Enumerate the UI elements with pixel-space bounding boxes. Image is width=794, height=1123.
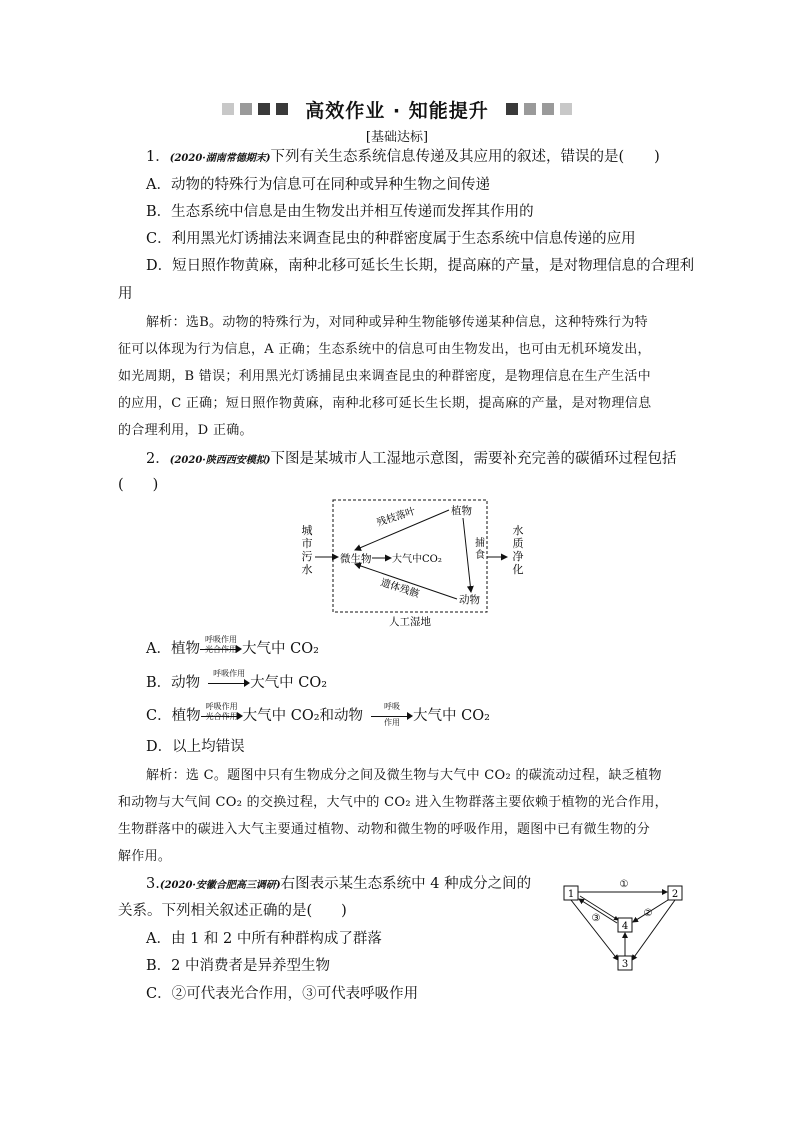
q3-stem bbox=[146, 874, 531, 896]
q2-c-prefix: C．植物 bbox=[146, 708, 201, 724]
plant-node: 植物 bbox=[451, 505, 472, 517]
decor-square bbox=[542, 103, 554, 115]
q1-option-c: C．利用黑光灯诱捕法来调查昆虫的种群密度属于生态系统中信息传递的应用 bbox=[146, 231, 636, 247]
city-sewage-label: 污 bbox=[301, 550, 313, 563]
arrow-bottom-label: 光合作用 bbox=[204, 645, 237, 654]
arrow-label-1: ① bbox=[619, 879, 629, 890]
arrow-top-label: 呼吸作用 bbox=[205, 702, 238, 711]
q1-stem-text: 下列有关生态系统信息传递及其应用的叙述，错误的是( bbox=[270, 149, 625, 165]
q1-analysis-line: 的合理利用，D 正确。 bbox=[118, 423, 253, 438]
q2-option-b bbox=[146, 669, 328, 693]
q3-option-b: B．2 中消费者是异养型生物 bbox=[146, 958, 330, 974]
decor-square bbox=[524, 103, 536, 115]
predation-label: 食 bbox=[475, 550, 485, 561]
reversible-arrow bbox=[201, 702, 243, 725]
q2-stem-text: 下图是某城市人工湿地示意图，需要补充完善的碳循环过程包括 bbox=[270, 451, 677, 467]
q2-c-suffix: 大气中 CO₂ bbox=[413, 708, 490, 724]
node-label-4: 4 bbox=[621, 921, 629, 932]
q3-option-c: C．②可代表光合作用，③可代表呼吸作用 bbox=[146, 986, 419, 1002]
page-title: 高效作业 · 知能提升 bbox=[305, 99, 489, 122]
q2-c-mid: 大气中 CO₂和动物 bbox=[242, 708, 364, 724]
respiration-arrow bbox=[208, 669, 250, 692]
q1-analysis-line: 解析：选B。动物的特殊行为，对同种或异种生物能够传递某种信息，这种特殊行为特 bbox=[146, 315, 648, 330]
decor-square bbox=[222, 103, 234, 115]
q1-analysis-line: 如光周期，B 错误；利用黑光灯诱捕昆虫来调查昆虫的种群密度，是物理信息在生产生活中 bbox=[118, 369, 651, 384]
wetland-label: 人工湿地 bbox=[389, 616, 431, 628]
q2-analysis-line: 解析：选 C。题图中只有生物成分之间及微生物与大气中 CO₂ 的碳流动过程，缺乏植物 bbox=[146, 768, 662, 783]
q1-option-b: B．生态系统中信息是由生物发出并相互传递而发挥其作用的 bbox=[146, 204, 534, 220]
water-purify-label: 净 bbox=[512, 550, 524, 563]
title-row bbox=[0, 96, 794, 122]
decor-square bbox=[240, 103, 252, 115]
node-label-3: 3 bbox=[621, 959, 629, 970]
q1-number: 1． bbox=[146, 149, 170, 165]
q2-b-suffix: 大气中 CO₂ bbox=[250, 675, 328, 691]
arrow-label-2: ② bbox=[643, 908, 653, 919]
q2-b-prefix: B．动物 bbox=[146, 675, 201, 691]
water-purify-label: 水 bbox=[512, 524, 524, 537]
q2-analysis-line: 解作用。 bbox=[118, 849, 172, 864]
node-label-2: 2 bbox=[671, 889, 679, 900]
litter-label: 残枝落叶 bbox=[375, 506, 417, 529]
animal-node: 动物 bbox=[459, 594, 480, 606]
predation-arrow bbox=[463, 518, 471, 592]
q1-analysis-line: 的应用，C 正确；短日照作物黄麻，南种北移可延长生长期，提高麻的产量，是对物理信息 bbox=[118, 396, 652, 411]
q3-number: 3. bbox=[146, 876, 160, 892]
q2-paren: ( ) bbox=[118, 477, 159, 493]
q2-option-c bbox=[146, 702, 490, 727]
q2-number: 2． bbox=[146, 451, 170, 467]
water-purify-label: 化 bbox=[512, 563, 524, 576]
microbe-node: 微生物 bbox=[340, 553, 372, 565]
arrow-top-label: 呼吸作用 bbox=[204, 635, 237, 644]
q1-stem bbox=[146, 147, 660, 169]
q3-option-a: A．由 1 和 2 中所有种群构成了群落 bbox=[146, 931, 382, 947]
q1-option-a: A．动物的特殊行为信息可在同种或异种生物之间传递 bbox=[146, 177, 490, 193]
q2-analysis-line: 生物群落中的碳进入大气主要通过植物、动物和微生物的呼吸作用，题图中已有微生物的分 bbox=[118, 822, 651, 837]
air-co2-node: 大气中CO₂ bbox=[392, 554, 442, 565]
q3-stem-text: 右图表示某生态系统中 4 种成分之间的 bbox=[280, 876, 532, 892]
q1-option-d: D．短日照作物黄麻，南种北移可延长生长期，提高麻的产量，是对物理信息的合理利 bbox=[146, 258, 695, 274]
ecosystem-diagram bbox=[558, 876, 692, 974]
q2-option-a bbox=[146, 635, 319, 659]
q1-source: (2020·湖南常德期末) bbox=[169, 153, 271, 164]
q1-analysis-line: 征可以体现为行为信息，A 正确；生态系统中的信息可由生物发出，也可由无机环境发出， bbox=[118, 342, 651, 357]
q2-option-d: D．以上均错误 bbox=[146, 739, 245, 755]
q1-close: ) bbox=[654, 149, 660, 165]
decor-square bbox=[506, 103, 518, 115]
remains-label: 遗体残骸 bbox=[379, 577, 421, 601]
reversible-arrow bbox=[200, 635, 242, 658]
arrow-top-label: 呼吸 bbox=[384, 702, 401, 711]
arrow-label-3: ③ bbox=[591, 913, 601, 924]
node-label-1: 1 bbox=[567, 889, 575, 900]
decor-square bbox=[276, 103, 288, 115]
q2-stem bbox=[146, 449, 677, 471]
city-sewage-label: 城 bbox=[301, 524, 313, 537]
city-sewage-label: 水 bbox=[301, 563, 313, 576]
q2-source: (2020·陕西西安模拟) bbox=[169, 455, 271, 466]
city-sewage-label: 市 bbox=[301, 537, 313, 550]
wetland-diagram bbox=[285, 496, 535, 630]
q3-source: (2020·安徽合肥高三调研) bbox=[159, 880, 281, 891]
arrow-bottom-label: 作用 bbox=[384, 718, 401, 727]
predation-label: 捕 bbox=[475, 538, 485, 549]
arrow-bottom-label: 光合作用 bbox=[205, 712, 238, 721]
respiration-arrow bbox=[371, 702, 413, 727]
decor-square bbox=[560, 103, 572, 115]
q2-analysis-line: 和动物与大气间 CO₂ 的交换过程，大气中的 CO₂ 进入生物群落主要依赖于植物的光合作用， bbox=[118, 795, 668, 810]
arrow-top-label: 呼吸作用 bbox=[213, 669, 246, 678]
q1-option-d-cont: 用 bbox=[118, 286, 133, 302]
decor-square bbox=[258, 103, 270, 115]
water-purify-label: 质 bbox=[512, 537, 524, 550]
q3-stem-cont: 关系。下列相关叙述正确的是( ) bbox=[118, 903, 347, 919]
section-subtitle: [基础达标] bbox=[365, 130, 429, 145]
q2-a-prefix: A．植物 bbox=[146, 641, 200, 657]
q2-a-suffix: 大气中 CO₂ bbox=[241, 641, 319, 657]
